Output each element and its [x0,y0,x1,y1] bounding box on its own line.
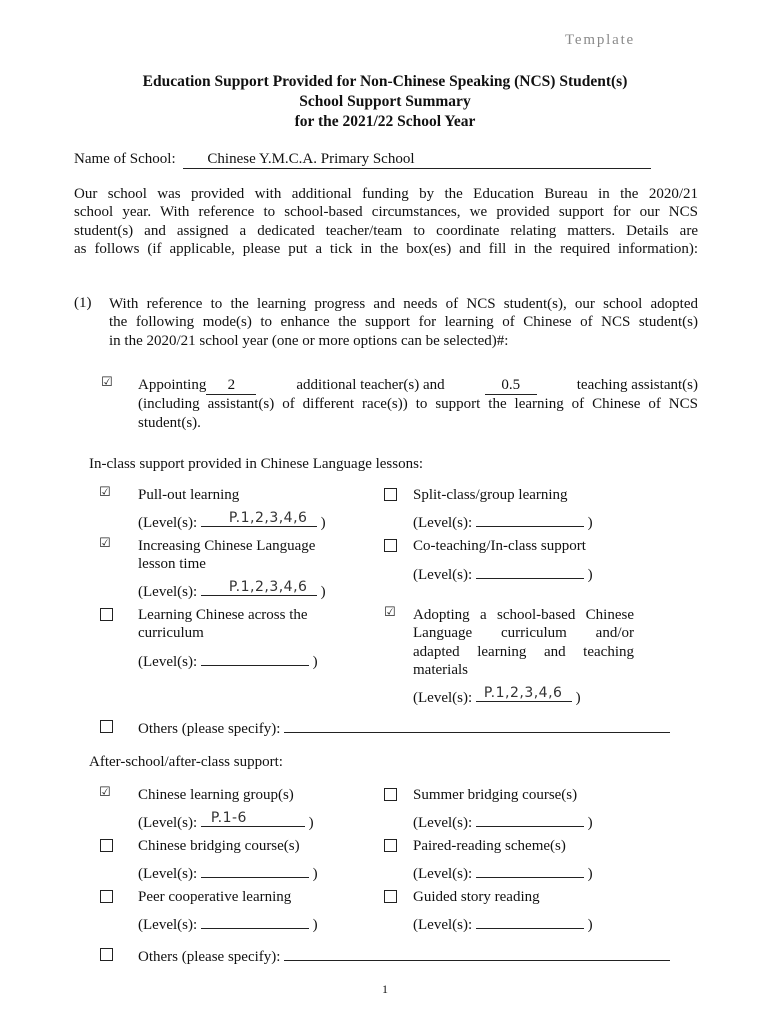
school-based-label-line: Language curriculum and/or [413,625,634,642]
increasing-time-levels [138,581,326,601]
level-label: (Level(s): [413,917,473,933]
school-based-curriculum-label [413,606,634,679]
pull-out-label: Pull-out learning [138,487,240,503]
section-number: (1) [74,295,92,311]
level-label: (Level(s): [138,866,198,882]
peer-learning-levels-field[interactable] [201,914,309,929]
level-label: (Level(s): [413,515,473,531]
co-teaching-levels-field[interactable] [476,564,584,579]
school-based-label-line: materials [413,661,468,678]
school-based-label-line: Adopting a school-based Chinese [413,607,634,623]
pull-out-levels-field[interactable] [201,512,317,527]
bridging-course-levels [138,863,318,883]
across-curriculum-levels-field[interactable] [201,651,309,666]
section-line: in the 2020/21 school year (one or more options can be selected)#: [109,332,509,349]
document-title: Education Support Provided for Non-Chinese Speaking (NCS) Student(s) [142,73,628,90]
others-label: Others (please specify): [138,949,281,965]
split-class-label: Split-class/group learning [413,487,568,503]
level-label: (Level(s): [413,815,473,831]
paired-reading-label: Paired-reading scheme(s) [413,838,566,854]
increasing-time-label-line: lesson time [138,556,206,572]
level-close: ) [320,515,326,531]
learning-group-label: Chinese learning group(s) [138,787,294,803]
level-close: ) [312,917,318,933]
pull-out-levels-value: P.1,2,3,4,6 [228,510,308,526]
bridging-course-levels-field[interactable] [201,863,309,878]
paired-reading-checkbox[interactable] [384,839,397,852]
school-based-label-line: adapted learning and teaching [413,643,634,660]
document-subtitle: School Support Summary [299,93,471,110]
summer-bridging-checkbox[interactable] [384,788,397,801]
in-class-others-checkbox[interactable] [100,720,113,733]
level-close: ) [587,515,593,531]
school-name-row [74,150,694,169]
summer-bridging-levels [413,812,593,832]
learning-group-levels-field[interactable] [201,812,305,827]
learning-group-levels [138,812,314,832]
school-based-levels-field[interactable] [476,687,572,702]
level-label: (Level(s): [138,515,198,531]
section-1-text [109,295,698,350]
assistants-count-field[interactable] [485,376,537,395]
level-label: (Level(s): [138,654,198,670]
section-line: the following mode(s) to enhance the support for learning of Chinese of NCS student(s) [109,314,698,331]
pull-out-checkbox[interactable]: ☑ [99,485,111,500]
level-close: ) [587,567,593,583]
teachers-count: 2 [227,377,236,393]
intro-paragraph [74,185,698,258]
level-close: ) [308,815,314,831]
level-close: ) [587,917,593,933]
bridging-course-checkbox[interactable] [100,839,113,852]
intro-line: as follows (if applicable, please put a tick in the box(es) and fill in the required information): [74,240,698,257]
section-line: With reference to the learning progress and needs of NCS student(s), our school adopted [109,296,698,312]
after-school-others-field[interactable] [284,946,670,961]
across-curriculum-checkbox[interactable] [100,608,113,621]
in-class-others-field[interactable] [284,718,670,733]
paired-reading-levels [413,863,593,883]
learning-group-levels-value: P.1-6 [210,810,247,826]
co-teaching-checkbox[interactable] [384,539,397,552]
appointing-checkbox[interactable]: ☑ [101,375,113,390]
across-curriculum-label-line: Learning Chinese across the [138,607,308,623]
appointing-line: (including assistant(s) of different race(s)) to support the learning of Chinese of NCS [138,396,698,413]
level-label: (Level(s): [413,690,473,706]
split-class-levels-field[interactable] [476,512,584,527]
increasing-time-label-line: Increasing Chinese Language [138,538,316,554]
in-class-heading: In-class support provided in Chinese Language lessons: [89,456,424,472]
peer-learning-checkbox[interactable] [100,890,113,903]
split-class-levels [413,512,593,532]
level-close: ) [587,866,593,882]
school-name-field[interactable] [183,150,651,169]
guided-reading-label: Guided story reading [413,889,540,905]
increasing-time-levels-field[interactable] [201,581,317,596]
level-label: (Level(s): [413,866,473,882]
appointing-line: student(s). [138,414,201,431]
level-close: ) [312,654,318,670]
peer-learning-label: Peer cooperative learning [138,889,292,905]
level-close: ) [312,866,318,882]
after-school-heading: After-school/after-class support: [89,754,283,770]
level-label: (Level(s): [413,567,473,583]
guided-reading-checkbox[interactable] [384,890,397,903]
intro-line: school year. With reference to school-based circumstances, we provided support for our NCS [74,204,698,221]
level-label: (Level(s): [138,584,198,600]
after-school-others-checkbox[interactable] [100,948,113,961]
peer-learning-levels [138,914,318,934]
level-label: (Level(s): [138,917,198,933]
appointing-end-text: teaching assistant(s) [576,377,698,393]
split-class-checkbox[interactable] [384,488,397,501]
increasing-time-label [138,537,315,573]
assistants-count: 0.5 [501,377,521,393]
school-based-levels [413,687,581,707]
level-close: ) [320,584,326,600]
guided-reading-levels-field[interactable] [476,914,584,929]
page-number: 1 [382,982,388,996]
across-curriculum-label [138,606,308,642]
others-label: Others (please specify): [138,721,281,737]
in-class-others-row [138,718,670,738]
co-teaching-levels [413,564,593,584]
increasing-time-levels-value: P.1,2,3,4,6 [228,579,308,595]
template-label: Template [565,32,635,48]
summer-bridging-label: Summer bridging course(s) [413,787,578,803]
summer-bridging-levels-field[interactable] [476,812,584,827]
across-curriculum-label-line: curriculum [138,625,204,641]
school-name-label: Name of School: [74,151,176,167]
guided-reading-levels [413,914,593,934]
level-close: ) [575,690,581,706]
bridging-course-label: Chinese bridging course(s) [138,838,300,854]
increasing-time-checkbox[interactable]: ☑ [99,536,111,551]
teachers-count-field[interactable] [206,376,256,395]
intro-line: Our school was provided with additional funding by the Education Bureau in the 2020/21 [74,186,698,202]
school-name-value: Chinese Y.M.C.A. Primary School [207,151,415,167]
level-label: (Level(s): [138,815,198,831]
across-curriculum-levels [138,651,318,671]
appointing-middle-text: additional teacher(s) and [296,377,445,393]
school-year-title: for the 2021/22 School Year [294,113,476,130]
intro-line: student(s) and assigned a dedicated teacher/team to coordinate relating matters. Details are [74,222,698,239]
level-close: ) [587,815,593,831]
appointing-word: Appointing [138,377,207,393]
learning-group-checkbox[interactable]: ☑ [99,785,111,800]
pull-out-levels [138,512,326,532]
co-teaching-label: Co-teaching/In-class support [413,538,586,554]
school-based-curriculum-checkbox[interactable]: ☑ [384,605,396,620]
paired-reading-levels-field[interactable] [476,863,584,878]
after-school-others-row [138,946,670,966]
school-based-levels-value: P.1,2,3,4,6 [483,685,563,701]
appointing-text [138,376,698,432]
